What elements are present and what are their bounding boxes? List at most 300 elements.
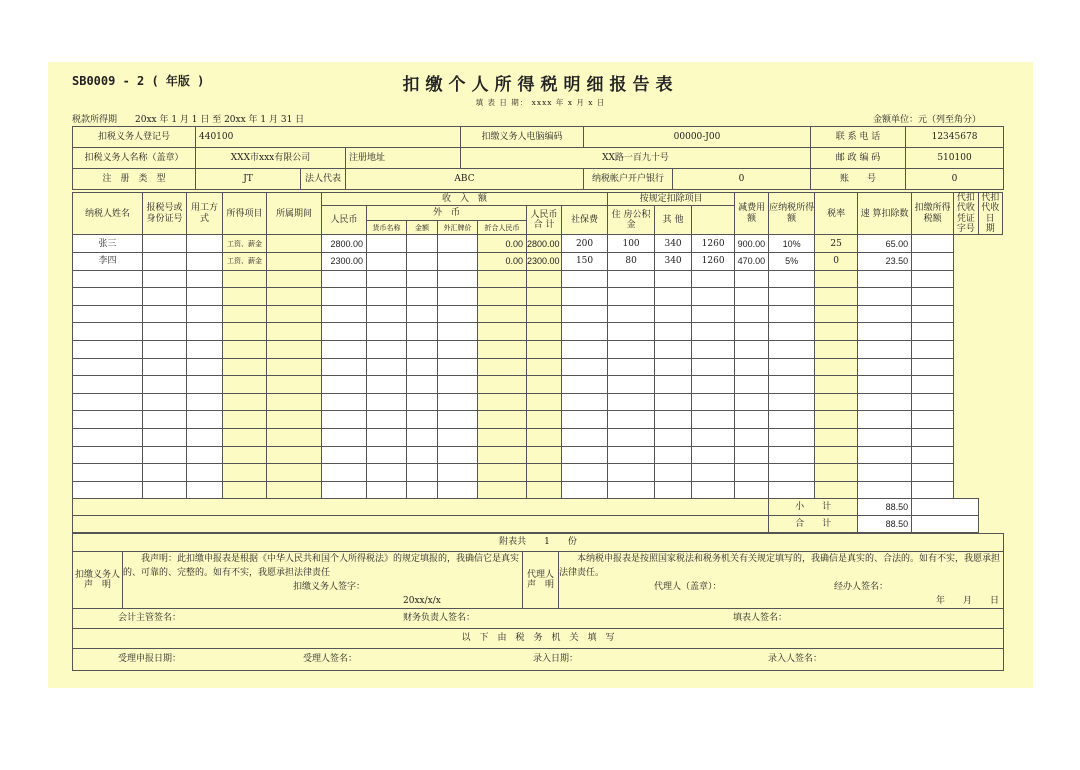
- blank-cell: [608, 446, 655, 464]
- blank-cell: [143, 411, 187, 429]
- blank-cell: [692, 270, 735, 288]
- blank-cell: [478, 358, 527, 376]
- blank-cell: [735, 411, 769, 429]
- blank-cell: [692, 340, 735, 358]
- blank-cell: [527, 428, 562, 446]
- blank-cell: [562, 305, 608, 323]
- blank-cell: [267, 323, 322, 341]
- blank-cell: [769, 393, 815, 411]
- blank-cell: [187, 411, 223, 429]
- blank-cell: [267, 305, 322, 323]
- blank-cell: [527, 305, 562, 323]
- blank-cell: [223, 340, 267, 358]
- account-value: 0: [906, 169, 1004, 190]
- blank-cell: [322, 340, 367, 358]
- cell-withheld[interactable]: 65.00: [858, 235, 912, 253]
- col-name: 纳税人姓名: [73, 193, 143, 235]
- blank-cell: [769, 358, 815, 376]
- blank-cell: [73, 376, 143, 394]
- bank-row: [584, 169, 811, 190]
- blank-cell: [608, 323, 655, 341]
- col-rmb: 人民币: [322, 206, 367, 235]
- col-fx-rate: 外汇牌价: [438, 221, 478, 235]
- blank-cell: [367, 340, 407, 358]
- agent-decl-text: 本纳税申报表是按照国家税法和税务机关有关规定填写的，我确信是真实的、合法的。如有不实，我愿承担法律责任。: [559, 554, 1001, 578]
- blank-cell: [735, 428, 769, 446]
- blank-cell: [912, 446, 954, 464]
- blank-cell: [692, 323, 735, 341]
- cell-total[interactable]: 2800.00: [527, 235, 562, 253]
- blank-cell: [322, 288, 367, 306]
- cell-blank[interactable]: [143, 252, 187, 270]
- cell-item[interactable]: 工资、薪金: [223, 235, 267, 253]
- blank-cell: [608, 270, 655, 288]
- blank-cell: [655, 305, 692, 323]
- tax-period: 税款所得期 20xx 年 1 月 1 日 至 20xx 年 1 月 31 日: [72, 115, 305, 125]
- withholder-decl-label: 扣缴义务人声 明: [73, 552, 123, 609]
- blank-cell: [692, 358, 735, 376]
- blank-cell: [858, 358, 912, 376]
- blank-cell: [815, 376, 858, 394]
- blank-cell: [73, 305, 143, 323]
- blank-cell: [367, 270, 407, 288]
- blank-cell: [407, 464, 438, 482]
- blank-cell: [267, 393, 322, 411]
- blank-cell: [367, 305, 407, 323]
- blank-cell: [912, 340, 954, 358]
- col-income-amount: 收 入 额: [322, 193, 608, 206]
- blank-cell: [322, 376, 367, 394]
- blank-cell: [267, 481, 322, 499]
- blank-cell: [438, 323, 478, 341]
- blank-cell: [608, 481, 655, 499]
- blank-cell: [322, 428, 367, 446]
- blank-cell: [815, 270, 858, 288]
- blank-cell: [608, 358, 655, 376]
- blank-cell: [438, 428, 478, 446]
- table-row: [73, 252, 1003, 270]
- blank-cell: [267, 270, 322, 288]
- col-converted-rmb: 折合人民币: [478, 221, 527, 235]
- cell-rate[interactable]: 10%: [769, 235, 815, 253]
- blank-cell: [655, 358, 692, 376]
- blank-cell: [187, 393, 223, 411]
- cell-name[interactable]: 李四: [73, 252, 143, 270]
- blank-cell: [692, 428, 735, 446]
- blank-cell: [438, 393, 478, 411]
- withholder-info-table: [72, 126, 1004, 190]
- blank-cell: [769, 481, 815, 499]
- blank-cell: [608, 393, 655, 411]
- tax-office-row: [73, 649, 1004, 671]
- signature-row: [73, 609, 1004, 629]
- cell-item[interactable]: 工资、薪金: [223, 252, 267, 270]
- blank-cell: [143, 323, 187, 341]
- cell-blank[interactable]: [187, 252, 223, 270]
- cell-other[interactable]: 340: [655, 235, 692, 253]
- receiver-sign-label: 受理人签名：: [303, 654, 358, 664]
- postcode-label: 邮 政 编 码: [811, 148, 906, 169]
- blank-cell: [562, 270, 608, 288]
- blank-cell: [322, 358, 367, 376]
- blank-cell: [73, 393, 143, 411]
- blank-cell: [267, 464, 322, 482]
- blank-cell: [322, 305, 367, 323]
- blank-cell: [73, 481, 143, 499]
- blank-cell: [407, 376, 438, 394]
- blank-cell: [735, 393, 769, 411]
- blank-cell: [527, 270, 562, 288]
- blank-cell: [692, 305, 735, 323]
- blank-cell: [655, 411, 692, 429]
- blank-cell: [223, 446, 267, 464]
- postcode-value: 510100: [906, 148, 1004, 169]
- blank-row: [73, 428, 1003, 446]
- col-date: 代扣代收日 期: [978, 193, 1002, 235]
- blank-cell: [815, 481, 858, 499]
- total-label: 合 计: [769, 516, 858, 533]
- bank-label: 纳税帐户开户银行: [584, 169, 673, 189]
- reg-type-label: 注 册 类 型: [73, 169, 196, 190]
- col-taxable: 应纳税所得额: [769, 193, 815, 235]
- blank-cell: [562, 446, 608, 464]
- blank-cell: [438, 411, 478, 429]
- receive-date-label: 受理申报日期：: [118, 654, 182, 664]
- blank-cell: [478, 323, 527, 341]
- subtotal-blank: [912, 499, 978, 516]
- blank-cell: [858, 288, 912, 306]
- blank-cell: [692, 393, 735, 411]
- blank-cell: [73, 358, 143, 376]
- blank-cell: [438, 288, 478, 306]
- blank-cell: [438, 464, 478, 482]
- blank-row: [73, 481, 1003, 499]
- blank-cell: [912, 411, 954, 429]
- blank-cell: [478, 464, 527, 482]
- blank-cell: [478, 288, 527, 306]
- blank-cell: [187, 358, 223, 376]
- blank-cell: [187, 288, 223, 306]
- blank-cell: [858, 270, 912, 288]
- blank-cell: [407, 288, 438, 306]
- blank-cell: [769, 305, 815, 323]
- cell-rmb[interactable]: 2800.00: [322, 235, 367, 253]
- blank-cell: [438, 340, 478, 358]
- blank-cell: [912, 270, 954, 288]
- blank-cell: [367, 323, 407, 341]
- cell-converted[interactable]: 0.00: [478, 235, 527, 253]
- cell-blank[interactable]: [367, 252, 407, 270]
- blank-cell: [562, 411, 608, 429]
- cell-blank[interactable]: [912, 252, 954, 270]
- cell-blank[interactable]: [267, 252, 322, 270]
- blank-row: [73, 288, 1003, 306]
- cell-withheld[interactable]: 23.50: [858, 252, 912, 270]
- blank-cell: [187, 270, 223, 288]
- blank-row: [73, 411, 1003, 429]
- blank-cell: [735, 323, 769, 341]
- blank-cell: [367, 411, 407, 429]
- blank-row: [73, 446, 1003, 464]
- cell-converted[interactable]: 0.00: [478, 252, 527, 270]
- blank-cell: [655, 428, 692, 446]
- blank-cell: [735, 270, 769, 288]
- blank-cell: [858, 411, 912, 429]
- cell-blank[interactable]: [407, 252, 438, 270]
- blank-cell: [815, 464, 858, 482]
- blank-cell: [912, 305, 954, 323]
- account-label: 账 号: [811, 169, 906, 190]
- blank-cell: [367, 376, 407, 394]
- blank-cell: [527, 323, 562, 341]
- blank-cell: [655, 323, 692, 341]
- blank-cell: [367, 358, 407, 376]
- subtotal-label: 小 计: [769, 499, 858, 516]
- cell-taxable[interactable]: 900.00: [735, 235, 769, 253]
- blank-cell: [912, 376, 954, 394]
- blank-cell: [815, 305, 858, 323]
- withholder-name-label: 扣税义务人名称（盖章）: [73, 148, 196, 169]
- agent-seal-label: 代理人（盖章）：: [654, 582, 722, 592]
- blank-cell: [858, 428, 912, 446]
- blank-cell: [815, 428, 858, 446]
- blank-cell: [407, 411, 438, 429]
- blank-cell: [143, 340, 187, 358]
- blank-cell: [438, 270, 478, 288]
- blank-cell: [73, 340, 143, 358]
- blank-cell: [858, 340, 912, 358]
- blank-cell: [223, 481, 267, 499]
- blank-cell: [692, 411, 735, 429]
- form-title: 扣缴个人所得税明细报告表: [402, 75, 679, 95]
- total-value: 88.50: [858, 516, 912, 533]
- tax-detail-table: [72, 192, 1003, 533]
- blank-cell: [143, 446, 187, 464]
- blank-cell: [815, 446, 858, 464]
- blank-cell: [478, 446, 527, 464]
- blank-cell: [527, 340, 562, 358]
- blank-cell: [187, 428, 223, 446]
- cell-taxable[interactable]: 470.00: [735, 252, 769, 270]
- cell-blank[interactable]: [367, 235, 407, 253]
- blank-cell: [735, 446, 769, 464]
- blank-cell: [187, 464, 223, 482]
- blank-cell: [267, 288, 322, 306]
- blank-cell: [322, 481, 367, 499]
- col-housing: 住 房公积金: [608, 206, 655, 235]
- cell-blank[interactable]: [267, 235, 322, 253]
- col-income-period: 所属期间: [267, 193, 322, 235]
- col-social: 社保费: [562, 206, 608, 235]
- blank-cell: [608, 428, 655, 446]
- subtotal-row: [73, 499, 1003, 516]
- cell-blank[interactable]: [912, 235, 954, 253]
- blank-cell: [912, 288, 954, 306]
- blank-cell: [735, 288, 769, 306]
- blank-cell: [223, 305, 267, 323]
- blank-cell: [769, 323, 815, 341]
- blank-cell: [367, 464, 407, 482]
- blank-cell: [407, 270, 438, 288]
- blank-cell: [655, 270, 692, 288]
- blank-cell: [735, 340, 769, 358]
- declaration-table: [72, 533, 1004, 671]
- finance-sign-label: 财务负责人签名：: [403, 613, 476, 623]
- blank-cell: [322, 464, 367, 482]
- blank-cell: [562, 288, 608, 306]
- col-rmb-total: 人民币合 计: [527, 206, 562, 235]
- blank-cell: [912, 323, 954, 341]
- blank-row: [73, 464, 1003, 482]
- blank-cell: [73, 323, 143, 341]
- cell-quick[interactable]: 0: [815, 252, 858, 270]
- blank-cell: [407, 305, 438, 323]
- blank-cell: [692, 446, 735, 464]
- blank-cell: [655, 393, 692, 411]
- blank-cell: [562, 340, 608, 358]
- cell-housing[interactable]: 80: [608, 252, 655, 270]
- blank-cell: [735, 358, 769, 376]
- col-voucher: 代扣代收凭证字号: [954, 193, 978, 235]
- phone-value: 12345678: [906, 127, 1004, 148]
- blank-cell: [187, 323, 223, 341]
- blank-cell: [223, 428, 267, 446]
- blank-cell: [735, 464, 769, 482]
- cell-social[interactable]: 150: [562, 252, 608, 270]
- blank-row: [73, 393, 1003, 411]
- cell-rate[interactable]: 5%: [769, 252, 815, 270]
- blank-cell: [478, 393, 527, 411]
- blank-cell: [223, 358, 267, 376]
- blank-cell: [692, 376, 735, 394]
- blank-cell: [769, 428, 815, 446]
- blank-row: [73, 340, 1003, 358]
- blank-cell: [608, 305, 655, 323]
- col-currency: 货币名称: [367, 221, 407, 235]
- blank-cell: [143, 376, 187, 394]
- blank-cell: [322, 393, 367, 411]
- blank-cell: [367, 428, 407, 446]
- blank-cell: [73, 288, 143, 306]
- subtotal-value: 88.50: [858, 499, 912, 516]
- blank-cell: [223, 464, 267, 482]
- cell-blank[interactable]: [187, 235, 223, 253]
- blank-cell: [143, 305, 187, 323]
- blank-cell: [562, 393, 608, 411]
- withholder-name-value: XXX市xxx有限公司: [196, 148, 346, 169]
- cell-blank[interactable]: [438, 235, 478, 253]
- blank-cell: [367, 288, 407, 306]
- blank-cell: [769, 270, 815, 288]
- blank-cell: [438, 446, 478, 464]
- cell-social[interactable]: 200: [562, 235, 608, 253]
- col-employment: 用工方式: [187, 193, 223, 235]
- blank-cell: [267, 446, 322, 464]
- blank-cell: [562, 376, 608, 394]
- accountant-sign-label: 会计主管签名：: [118, 613, 182, 623]
- blank-cell: [655, 481, 692, 499]
- blank-cell: [267, 411, 322, 429]
- blank-cell: [187, 305, 223, 323]
- blank-cell: [143, 288, 187, 306]
- blank-cell: [407, 340, 438, 358]
- blank-cell: [223, 393, 267, 411]
- blank-cell: [858, 323, 912, 341]
- legal-rep-label: 法人代表: [301, 169, 346, 190]
- blank-cell: [478, 376, 527, 394]
- blank-cell: [73, 411, 143, 429]
- blank-cell: [407, 323, 438, 341]
- blank-cell: [187, 446, 223, 464]
- blank-cell: [608, 464, 655, 482]
- blank-cell: [769, 376, 815, 394]
- blank-row: [73, 305, 1003, 323]
- address-value: XX路一百九十号: [461, 148, 811, 169]
- blank-cell: [608, 376, 655, 394]
- blank-cell: [769, 288, 815, 306]
- blank-cell: [322, 446, 367, 464]
- cell-name[interactable]: 张三: [73, 235, 143, 253]
- address-label: 注册地址: [346, 148, 461, 169]
- withholder-sign-date: 20xx/x/x: [403, 596, 441, 606]
- cell-quick[interactable]: 25: [815, 235, 858, 253]
- cell-total[interactable]: 2300.00: [527, 252, 562, 270]
- cell-housing[interactable]: 100: [608, 235, 655, 253]
- cell-blank[interactable]: [407, 235, 438, 253]
- cell-other[interactable]: 340: [655, 252, 692, 270]
- blank-cell: [858, 446, 912, 464]
- computer-code-label: 扣缴义务人电脑编码: [461, 127, 584, 148]
- withholder-declaration: [123, 552, 523, 609]
- blank-cell: [655, 446, 692, 464]
- blank-cell: [478, 428, 527, 446]
- blank-row: [73, 358, 1003, 376]
- blank-cell: [407, 393, 438, 411]
- blank-cell: [562, 323, 608, 341]
- blank-cell: [478, 340, 527, 358]
- cell-blank[interactable]: [143, 235, 187, 253]
- handler-sign-label: 经办人签名：: [834, 582, 889, 592]
- blank-cell: [769, 411, 815, 429]
- blank-cell: [815, 323, 858, 341]
- blank-cell: [562, 358, 608, 376]
- cell-reduction[interactable]: 1260: [692, 252, 735, 270]
- blank-cell: [912, 358, 954, 376]
- cell-rmb[interactable]: 2300.00: [322, 252, 367, 270]
- blank-cell: [655, 288, 692, 306]
- col-foreign: 外 币: [367, 206, 527, 221]
- blank-cell: [267, 358, 322, 376]
- blank-cell: [735, 376, 769, 394]
- blank-cell: [478, 270, 527, 288]
- cell-blank[interactable]: [438, 252, 478, 270]
- blank-cell: [267, 428, 322, 446]
- blank-cell: [438, 358, 478, 376]
- cell-reduction[interactable]: 1260: [692, 235, 735, 253]
- blank-cell: [478, 305, 527, 323]
- blank-cell: [267, 340, 322, 358]
- blank-cell: [912, 481, 954, 499]
- agent-sign-date: 年 月 日: [936, 596, 1000, 606]
- col-withheld: 扣缴所得税额: [912, 193, 954, 235]
- blank-cell: [143, 481, 187, 499]
- fill-date: 填 表 日 期： xxxx 年 x 月 x 日: [475, 98, 606, 107]
- blank-cell: [143, 393, 187, 411]
- blank-cell: [608, 340, 655, 358]
- blank-cell: [858, 305, 912, 323]
- attachments-count: 附表共 1 份: [73, 534, 1004, 552]
- blank-cell: [527, 481, 562, 499]
